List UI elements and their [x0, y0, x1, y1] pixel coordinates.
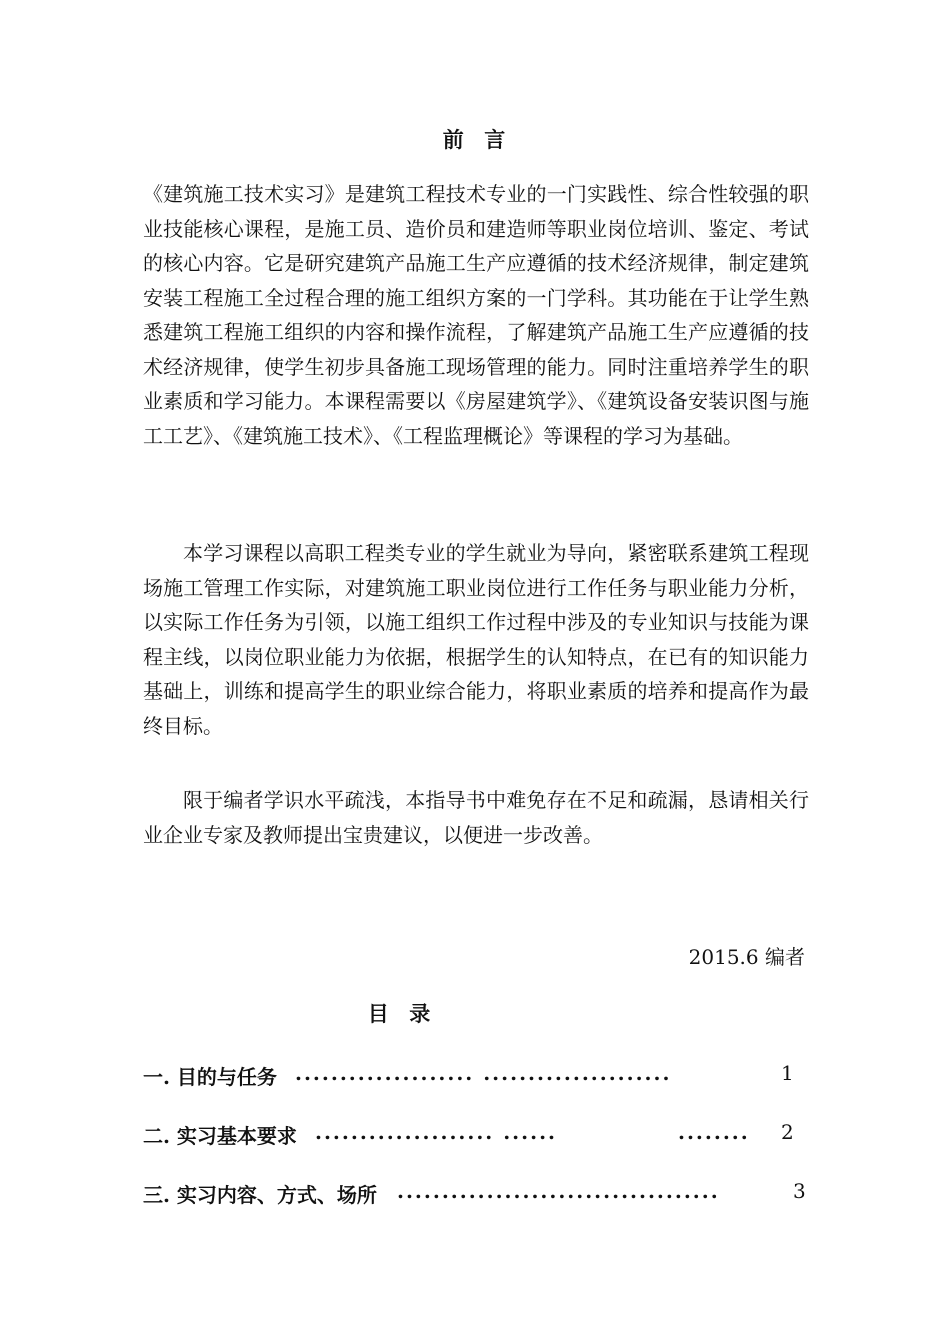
preface-signature: 2015.6 编者 — [688, 945, 805, 969]
toc-title: 目 录 — [367, 1001, 433, 1026]
toc-entry[interactable] — [143, 1120, 809, 1150]
toc-page-number: 1 — [781, 1061, 794, 1085]
toc-entry-label: 一. 目的与任务 — [143, 1065, 277, 1089]
toc-entry[interactable] — [143, 1061, 809, 1091]
toc-entry[interactable] — [143, 1179, 809, 1209]
toc-entry-label: 三. 实习内容、方式、场所 — [143, 1183, 377, 1207]
toc-entry-label: 二. 实习基本要求 — [143, 1124, 297, 1148]
preface-paragraph-3: 限于编者学识水平疏浅，本指导书中难免存在不足和疏漏，恳请相关行业企业专家及教师提出宝贵建议，以便进一步改善。 — [143, 788, 809, 847]
toc-page-number: 2 — [781, 1120, 794, 1144]
toc-leader-dots: ........ — [678, 1120, 750, 1144]
toc-leader-dots: .................... ..................... — [295, 1061, 672, 1085]
toc-leader-dots: .................................... — [397, 1179, 720, 1203]
preface-paragraph-2: 本学习课程以高职工程类专业的学生就业为导向，紧密联系建筑工程现场施工管理工作实际，对建筑施工职业岗位进行工作任务与职业能力分析，以实际工作任务为引领，以施工组织工作过程中涉及的专业知识与技能为课程主线，以岗位职业能力为依据，根据学生的认知特点，在已有的知识能力基础上，训练和提高学生的职业综合能力，将职业素质的培养和提高作为最终目标。 — [143, 541, 809, 738]
preface-paragraph-1: 《建筑施工技术实习》是建筑工程技术专业的一门实践性、综合性较强的职业技能核心课程，是施工员、造价员和建造师等职业岗位培训、鉴定、考试的核心内容。它是研究建筑产品施工生产应遵循的技术经济规律，制定建筑安装工程施工全过程合理的施工组织方案的一门学科。其功能在于让学生熟悉建筑工程施工组织的内容和操作流程，了解建筑产品施工生产应遵循的技术经济规律，使学生初步具备施工现场管理的能力。同时注重培养学生的职业素质和学习能力。本课程需要以《房屋建筑学》、《建筑设备安装识图与施工工艺》、《建筑施工技术》、《工程监理概论》等课程的学习为基础。 — [143, 182, 809, 448]
preface-title: 前 言 — [442, 127, 508, 152]
toc-page-number: 3 — [793, 1179, 806, 1203]
toc-leader-dots: .................... ...... — [315, 1120, 557, 1144]
